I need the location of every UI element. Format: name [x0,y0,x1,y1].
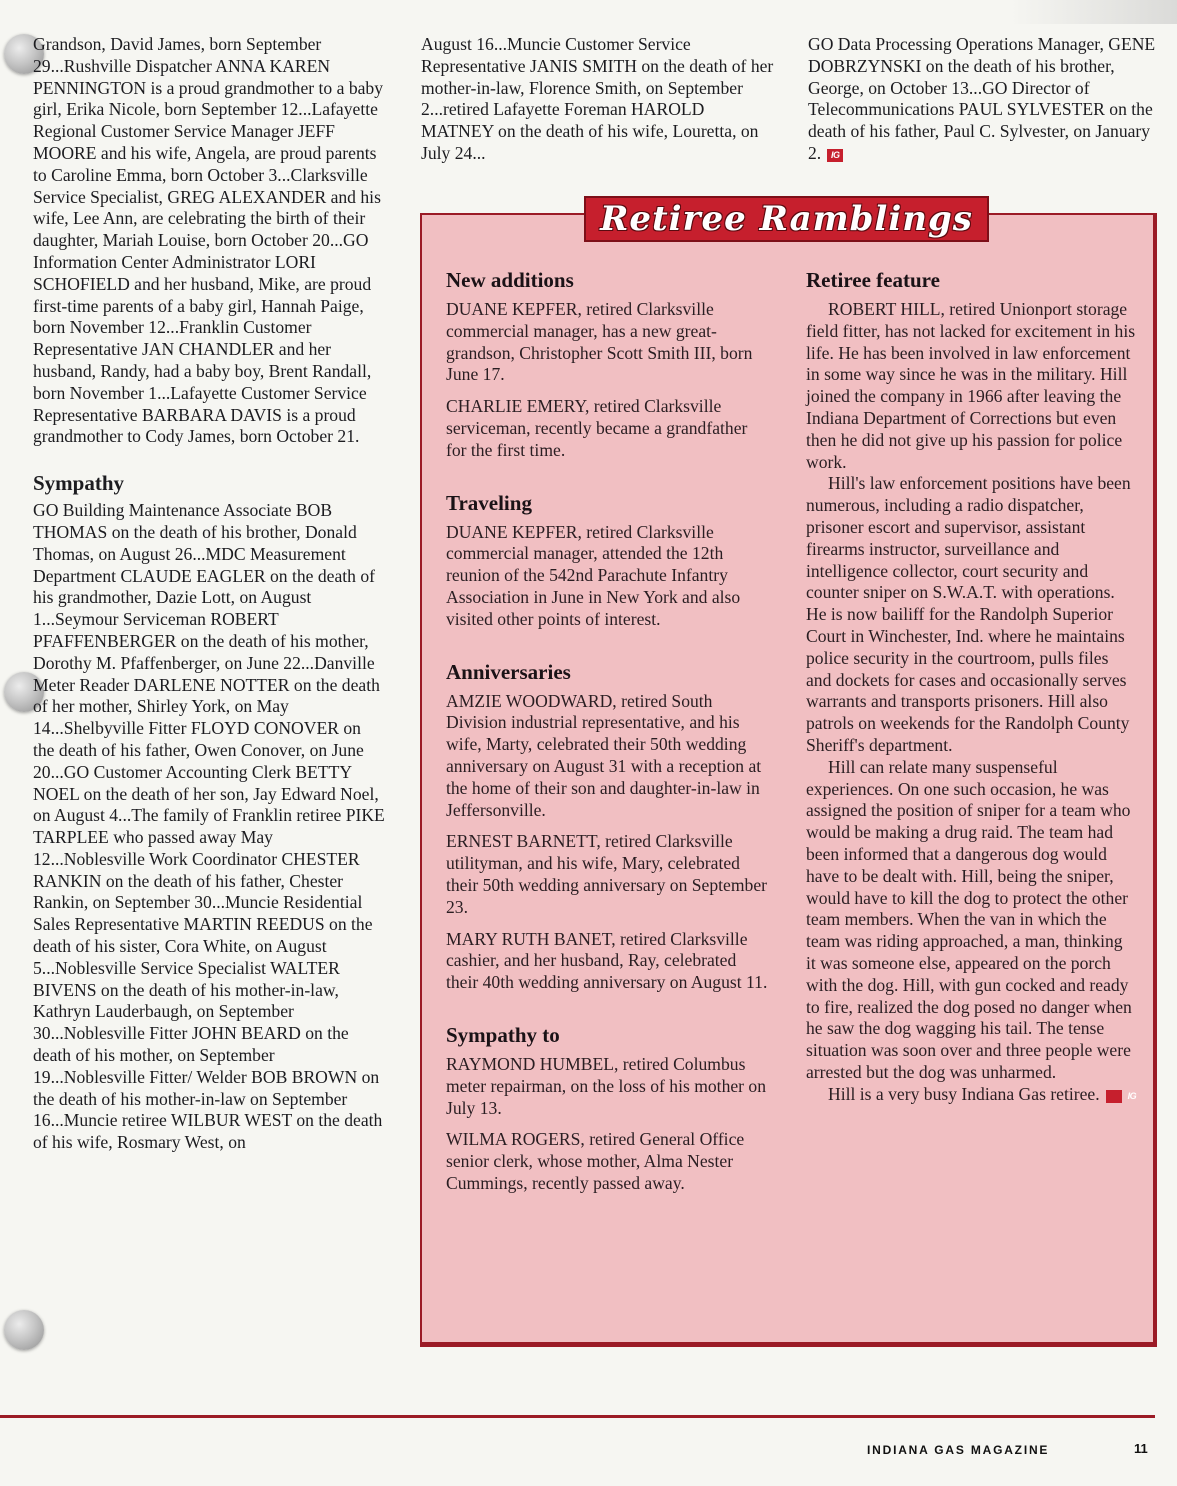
sympathy-paragraph: GO Building Maintenance Associate BOB THOMAS on the death of his brother, Donald Thomas, on August 26...MDC Measurement Department CLAUDE EAGLER on the death of his grandmother, Dazie Lott, on August 1...Seymour Serviceman ROBERT PFAFFENBERGER on the death of his mother, Dorothy M. Pfaffenberger, on June 22...Danville Meter Reader DARLENE NOTTER on the death of her mother, Shirley York, on May 14...Shelbyville Fitter FLOYD CONOVER on the death of his father, Owen Conover, on June 20...GO Customer Accounting Clerk BETTY NOEL on the death of her son, Jay Edward Noel, on August 4...The family of Franklin retiree PIKE TARPLEE who passed away May 12...Noblesville Work Coordinator CHESTER RANKIN on the death of his father, Chester Rankin, on September 30...Muncie Residential Sales Representative MARTIN REEDUS on the death of his sister, Cora White, on August 5...Noblesville Service Specialist WALTER BIVENS on the death of his mother-in-law, Kathryn Lauderbaugh, on September 30...Noblesville Fitter JOHN BEARD on the death of his mother, on September 19...Noblesville Fitter/ Welder BOB BROWN on the death of his mother-in-law on September 16...Muncie retiree WILBUR WEST on the death of his wife, Rosmary West, on [33,500,385,1153]
left-column [33,34,385,1154]
news-item: DUANE KEPFER, retired Clarksville commercial manager, attended the 12th reunion of the 542nd Parachute Infantry Association in June in New York and also visited other points of interest. [446,521,741,629]
news-item: CHARLIE EMERY, retired Clarksville serviceman, recently became a grandfather for the first time. [446,396,748,460]
retiree-ramblings-banner [584,196,989,242]
feature-paragraph: Hill's law enforcement positions have been numerous, including a radio dispatcher, prisoner escort and supervisor, assistant firearms instructor, surveillance and intelligence collector, court security and counter sniper on S.W.A.T. with operations. He is now bailiff for the Randolph Superior Court in Winchester, Ind. where he maintains police security in the courtroom, pulls files and dockets for cases and occasionally serves warrants and transports prisoners. Hill also patrols on weekends for the Randolph County Sheriff's department. [806,473,1131,755]
sympathy-heading: Sympathy [33,471,125,496]
news-item: ERNEST BARNETT, retired Clarksville utilityman, and his wife, Mary, celebrated their 50th wedding anniversary on September 23. [446,831,768,917]
feature-paragraph: ROBERT HILL, retired Unionport storage field fitter, has not lacked for excitement in his life. He has been involved in law enforcement in some way since he was in the military. Hill joined the company in 1966 after leaving the Indiana Department of Corrections but even then he did not give up his passion for police work. [806,299,1136,472]
retiree-feature-heading: Retiree feature [806,268,940,292]
sympathy-end-text: GO Data Processing Operations Manager, GENE DOBRZYNSKI on the death of his brother, George, on October 13...GO Director of Telecommunications PAUL SYLVESTER on the death of his father, Paul C. Sylvester, on January 2. [808,34,1156,163]
banner-title: Retiree Ramblings [600,199,973,239]
traveling-section [446,490,772,631]
footer-page-number: 11 [1134,1441,1148,1456]
sympathy-to-section [446,1022,772,1195]
retiree-left-column [446,267,772,1205]
feature-paragraph-last [806,1084,1136,1106]
news-item: MARY RUTH BANET, retired Clarksville cashier, and her husband, Ray, celebrated their 40th wedding anniversary on August 11. [446,928,768,993]
footer-rule [0,1415,1155,1418]
anniversaries-heading: Anniversaries [446,659,571,684]
retiree-feature-column [806,267,1136,1105]
news-item: AMZIE WOODWARD, retired South Division industrial representative, and his wife, Marty, celebrated their 50th wedding anniversary on August 31 with a reception at the home of their son and daughter-in-law in Jeffersonville. [446,690,762,820]
news-item: RAYMOND HUMBEL, retired Columbus meter repairman, on the loss of his mother on July 13. [446,1053,767,1118]
feature-paragraph: Hill can relate many suspenseful experiences. On one such occasion, he was assigned the position of sniper for a team who would be making a drug raid. The team had been informed that a dangerous dog would have to be dealt with. Hill, being the sniper, would have to kill the dog to protect the other team members. When the van in which the team was riding approached, a man, thinking it was someone else, appeared on the porch with the dog. Hill, with gun cocked and ready to fire, realized the dog posed no danger when he saw the dog wagging his tail. The tense situation was soon over and three people were arrested but the dog was unharmed. [806,756,1132,1082]
right-column-top [808,34,1160,165]
traveling-heading: Traveling [446,490,532,515]
new-additions-section [446,267,772,462]
ig-logo-icon: IG [827,149,843,162]
binder-hole [4,1310,44,1350]
page-edge-shadow [1010,0,1177,24]
news-item: DUANE KEPFER, retired Clarksville commercial manager, has a new great-grandson, Christopher Scott Smith III, born June 17. [446,299,753,385]
new-additions-heading: New additions [446,268,574,292]
middle-column-top [421,34,777,165]
anniversaries-section [446,659,772,994]
sympathy-to-heading: Sympathy to [446,1022,560,1047]
sympathy-continued-paragraph: August 16...Muncie Customer Service Representative JANIS SMITH on the death of her mother-in-law, Florence Smith, on September 2...retired Lafayette Foreman HAROLD MATNEY on the death of his wife, Louretta, on July 24... [421,34,774,163]
footer-magazine-title: INDIANA GAS MAGAZINE [867,1443,1050,1457]
births-paragraph: Grandson, David James, born September 29...Rushville Dispatcher ANNA KAREN PENNINGTON is a proud grandmother to a baby girl, Erika Nicole, born September 12...Lafayette Regional Customer Service Manager JEFF MOORE and his wife, Angela, are proud parents to Caroline Emma, born October 3...Clarksville Service Specialist, GREG ALEXANDER and his wife, Lee Ann, are celebrating the birth of their daughter, Mariah Louise, born October 20...GO Information Center Administrator LORI SCHOFIELD and her husband, Mike, are proud first-time parents of a baby girl, Hannah Paige, born November 12...Franklin Customer Representative JAN CHANDLER and her husband, Randy, had a baby boy, Brent Randall, born November 1...Lafayette Customer Service Representative BARBARA DAVIS is a proud grandmother to Cody James, born October 21. [33,34,384,447]
ig-logo-icon: IG [1106,1090,1122,1103]
news-item: WILMA ROGERS, retired General Office senior clerk, whose mother, Alma Nester Cummings, recently passed away. [446,1129,745,1193]
sympathy-end-paragraph [808,34,1160,165]
feature-closing-text: Hill is a very busy Indiana Gas retiree. [828,1083,1100,1104]
